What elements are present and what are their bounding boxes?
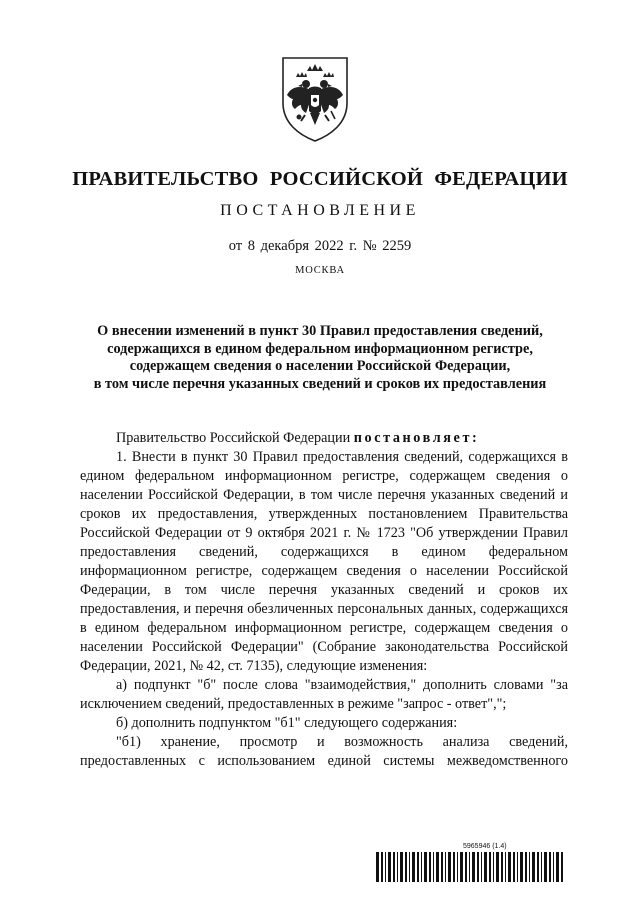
sub-item-a: а) подпункт "б" после слова "взаимодействия," дополнить словами "за исключением сведений, предоставленных в режиме "запрос - ответ",";: [80, 677, 568, 712]
document-city: МОСКВА: [295, 265, 345, 276]
preamble: [80, 429, 568, 448]
document-title: [80, 323, 560, 393]
russian-coat-of-arms-icon: [279, 55, 351, 143]
barcode-icon: [376, 852, 564, 882]
document-date-number: от 8 декабря 2022 г. № 2259: [228, 238, 412, 254]
document-body: [80, 429, 568, 771]
decrees-word: постановляет:: [353, 430, 480, 446]
sub-item-b: б) дополнить подпунктом "б1" следующего содержания:: [116, 715, 458, 731]
sub-item-b1: "б1) хранение, просмотр и возможность анализа сведений, предоставленных с использованием единой системы межведомственного: [80, 734, 568, 769]
paragraph-1: 1. Внести в пункт 30 Правил предоставления сведений, содержащихся в едином федеральном информационном регистре, содержащем сведения о населении Российской Федерации, в том числе перечня указанных сведений и сроков их предоставления, утвержденных постановлением Правительства Российской Федерации от 9 октября 2021 г. № 1723 "Об утверждении Правил предоставления сведений, содержащихся в едином федеральном информационном регистре, содержащем сведения о населении Российской Федерации, в том числе перечня указанных сведений и сроков их предоставления, и перечня обезличенных персональных данных, содержащихся в едином федеральном информационном регистре, содержащем сведения о населении Российской Федерации" (Собрание законодательства Российской Федерации, 2021, № 42, ст. 7135), следующие изменения:: [80, 449, 568, 674]
document-type: ПОСТАНОВЛЕНИЕ: [220, 202, 420, 219]
document-code: 5965946 (1.4): [463, 843, 507, 850]
title-line: содержащем сведения о населении Российской Федерации,: [129, 358, 511, 375]
government-name: ПРАВИТЕЛЬСТВО РОССИЙСКОЙ ФЕДЕРАЦИИ: [72, 168, 568, 190]
title-line: О внесении изменений в пункт 30 Правил предоставления сведений,: [97, 323, 543, 339]
title-line: в том числе перечня указанных сведений и сроков их предоставления: [93, 375, 547, 392]
title-line: содержащихся в едином федеральном информационном регистре,: [107, 340, 533, 357]
preamble-text: Правительство Российской Федерации: [116, 430, 354, 446]
